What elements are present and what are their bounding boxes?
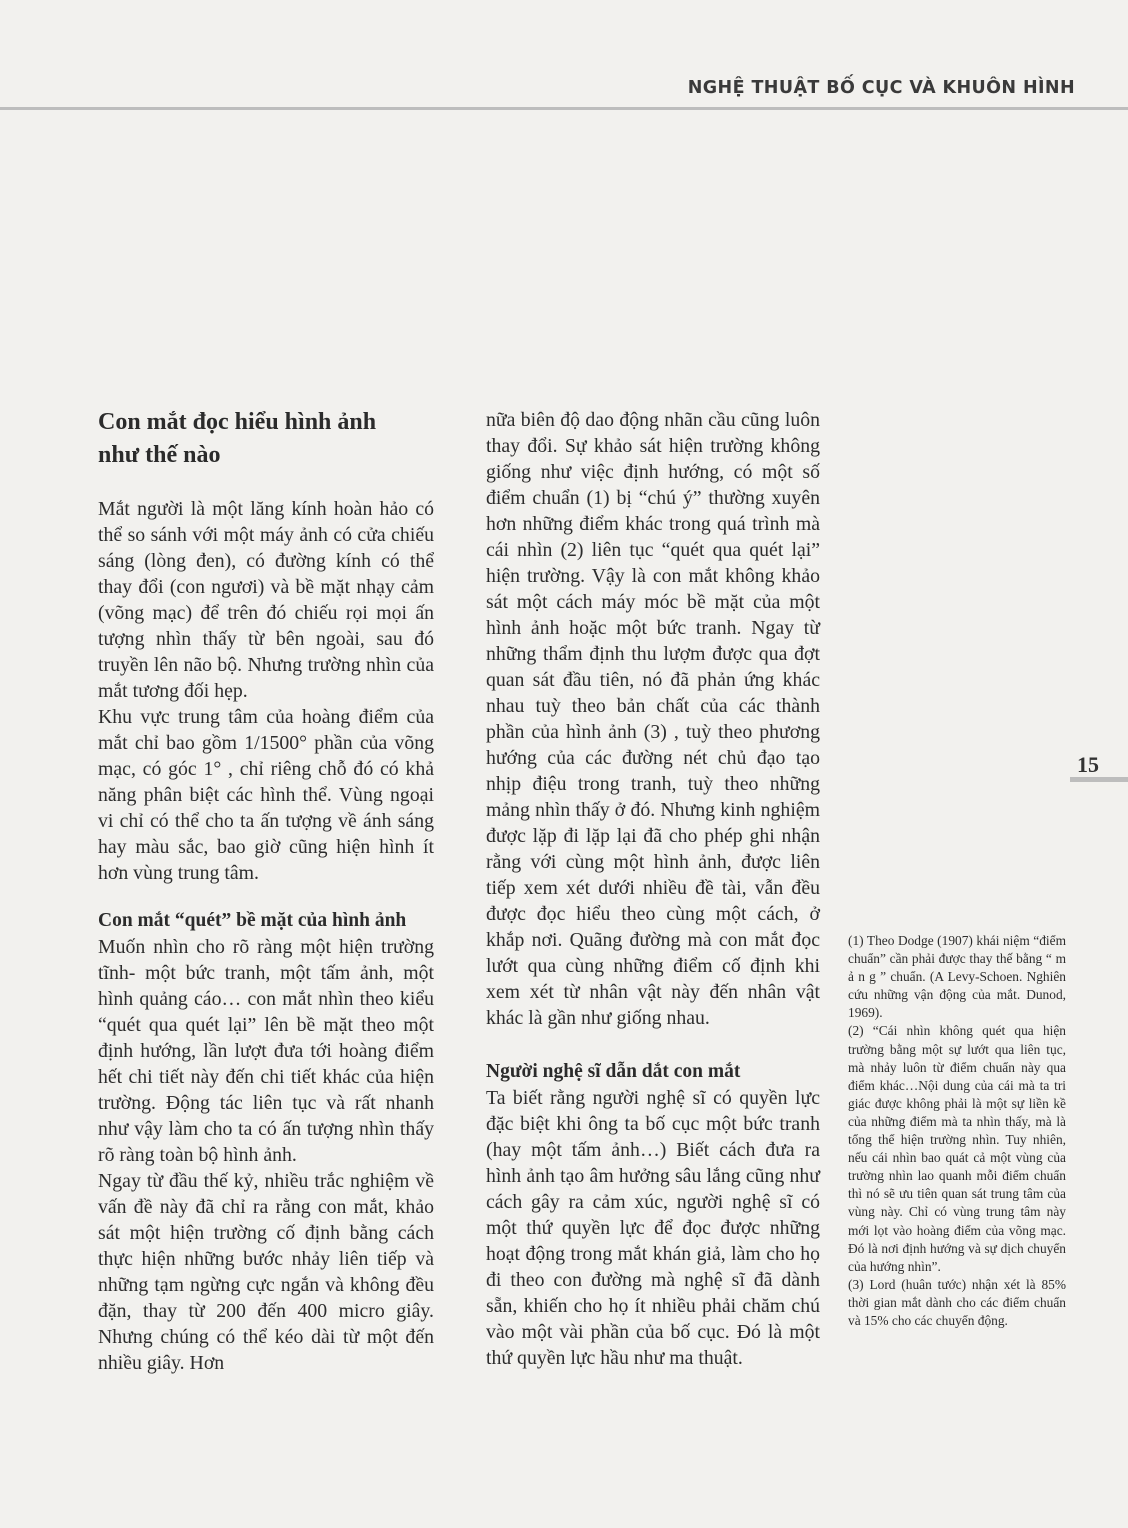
paragraph: Khu vực trung tâm của hoàng điểm của mắt chỉ bao gồm 1/1500° phần của võng mạc, có góc 1° , chỉ riêng chỗ đó có khả năng phân biệt các hình thể. Vùng ngoại vi chỉ có thể cho ta ấn tượng về ánh sáng hay màu sắc, bao giờ cũng hiện hình ít hơn vùng trung tâm.: [98, 706, 434, 884]
section-heading-line1: Con mắt đọc hiểu hình ảnh: [98, 409, 377, 435]
paragraph: nữa biên độ dao động nhãn cầu cũng luôn thay đổi. Sự khảo sát hiện trường không giống như việc định hướng, có một số điểm chuẩn (1) bị “chú ý” thường xuyên hơn những điểm khác trong quá trình mà cái nhìn (2) liên tục “quét qua quét lại” hiện trường. Vậy là con mắt không khảo sát một cách máy móc bề mặt của một hình ảnh hoặc một bức tranh. Ngay từ những thẩm định thu lượm được qua đợt quan sát đầu tiên, nó đã phản ứng khác nhau tuỳ theo bản chất của các thành phần của hình ảnh (3) , tuỳ theo phương hướng của các đường nét chủ đạo tạo nhịp điệu trong tranh, tuỳ theo những mảng nhìn thấy ở đó. Nhưng kinh nghiệm được lặp đi lặp lại đã cho phép ghi nhận rằng với cùng một hình ảnh, được liên tiếp xem xét dưới nhiều đề tài, vẫn đều được đọc hiểu theo cùng một cách, ở khắp nơi. Quãng đường mà con mắt đọc lướt qua cùng những điểm cố định khi xem xét từ nhân vật này đến nhân vật khác là gần như giống nhau.: [486, 409, 820, 1029]
middle-column: [486, 407, 820, 1371]
paragraph: Mắt người là một lăng kính hoàn hảo có thể so sánh với một máy ảnh có cửa chiếu sáng (lòng đen), có đường kính có thể thay đổi (con ngươi) và bề mặt nhạy cảm (võng mạc) để trên đó chiếu rọi mọi ấn tượng nhìn thấy từ bên ngoài, sau đó truyền lên não bộ. Nhưng trường nhìn của mắt tương đối hẹp.: [98, 498, 434, 702]
section-heading-line2: như thế nào: [98, 442, 221, 468]
page-number-bar: [1070, 777, 1128, 782]
subheading: Người nghệ sĩ dẫn dắt con mắt: [486, 1061, 741, 1082]
paragraph: Ta biết rằng người nghệ sĩ có quyền lực đặc biệt khi ông ta bố cục một bức tranh (hay một tấm ảnh…) Biết cách đưa ra hình ảnh tạo âm hưởng sâu lắng cũng như cách gây ra cảm xúc, người nghệ sĩ có một thứ quyền lực để đọc được những hoạt động trong mắt khán giả, làm cho họ đi theo con đường mà nghệ sĩ đã dành sẵn, khiến cho họ ít nhiều phải chăm chú vào một vài phần của bố cục. Đó là một thứ quyền lực hầu như ma thuật.: [486, 1087, 820, 1369]
paragraph: Ngay từ đầu thế kỷ, nhiều trắc nghiệm về vấn đề này đã chỉ ra rằng con mắt, khảo sát một hiện trường cố định bằng cách thực hiện những bước nhảy liên tiếp và những tạm ngừng cực ngắn và không đều đặn, thay từ 200 đến 400 micro giây. Nhưng chúng có thể kéo dài từ một đến nhiều giây. Hơn: [98, 1170, 434, 1374]
running-header: NGHỆ THUẬT BỐ CỤC VÀ KHUÔN HÌNH: [687, 78, 1075, 98]
footnote-3: (3) Lord (huân tước) nhận xét là 85% thời gian mắt dành cho các điểm chuẩn và 15% cho các chuyển động.: [848, 1276, 1066, 1328]
footnote-2: (2) “Cái nhìn không quét qua hiện trường bằng một sự lướt qua liên tục, mà nhảy luôn từ điểm chuẩn này qua điểm khác…Nội dung của cái mà ta tri giác được không phải là một sự liền kề của những điểm mà ta nhìn thấy, mà là tổng thể hiện trường nhìn. Tuy nhiên, nếu cái nhìn bao quát cả một vùng của trường nhìn lao quanh mỗi điểm chuẩn thì nó sẽ ưu tiên quan sát trung tâm của vùng này. Chỉ có vùng trung tâm này mới lọt vào hoàng điểm của võng mạc. Đó là nơi định hướng và sự dịch chuyển của hướng nhìn”.: [848, 1023, 1066, 1274]
subheading: Con mắt “quét” bề mặt của hình ảnh: [98, 910, 407, 931]
footnotes: [848, 932, 1066, 1330]
header-rule: [0, 107, 1128, 110]
page-number: 15: [1077, 752, 1099, 777]
left-column: [98, 406, 434, 1376]
section-heading: [98, 406, 434, 472]
footnote-1: (1) Theo Dodge (1907) khái niệm “điểm chuẩn” cần phải được thay thế bằng “ m ả n g ” chuẩn. (A Levy-Schoen. Nghiên cứu những vận động của mắt. Dunod, 1969).: [848, 933, 1066, 1021]
paragraph: Muốn nhìn cho rõ ràng một hiện trường tĩnh- một bức tranh, một tấm ảnh, một hình quảng cáo… con mắt nhìn theo kiểu “quét qua quét lại” lên bề mặt theo một định hướng, lần lượt đưa tới hoàng điểm hết chi tiết này đến chi tiết khác của hiện trường. Động tác liên tục và rất nhanh như vậy làm cho ta có ấn tượng nhìn thấy rõ ràng toàn bộ hình ảnh.: [98, 936, 434, 1166]
